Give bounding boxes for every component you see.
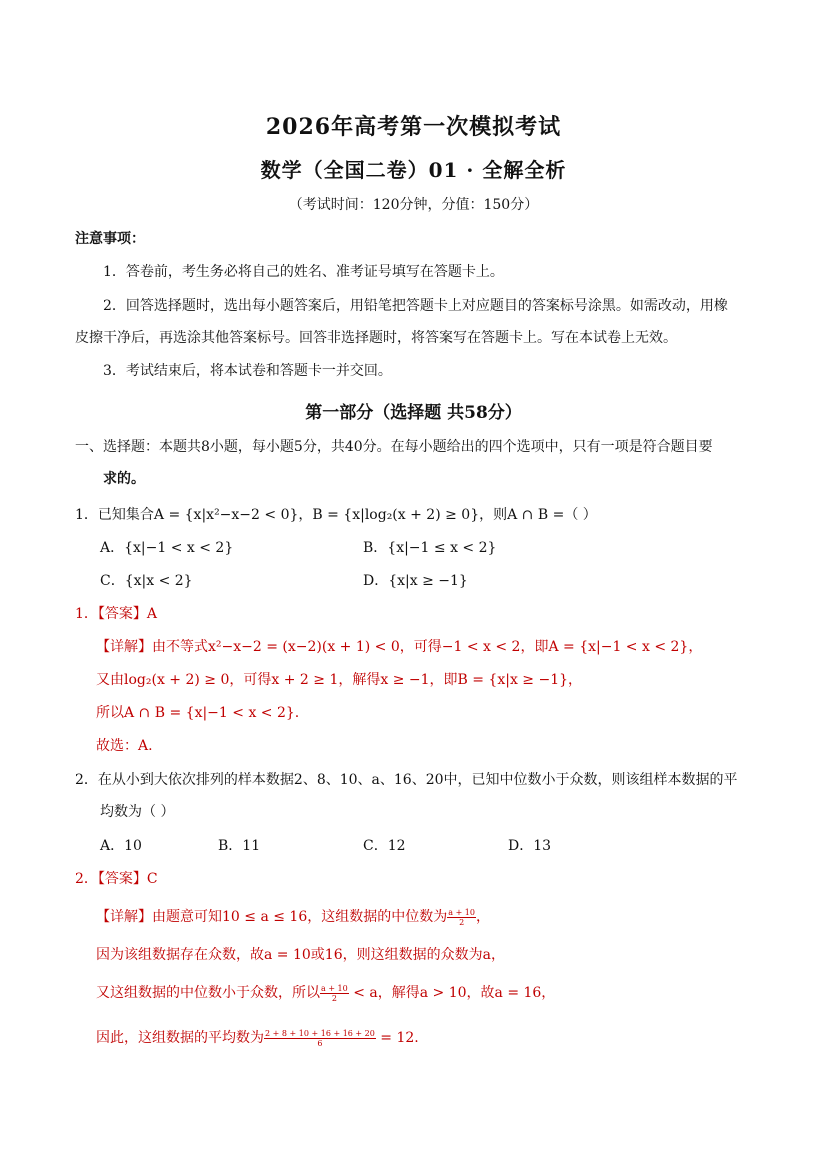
q1-option-a: A．{x|−1 < x < 2}: [100, 540, 234, 556]
q2-detail-line4-end: = 12.: [375, 1030, 419, 1046]
notes-heading: 注意事项：: [75, 231, 145, 247]
note-item-2-cont: 皮擦干净后，再选涂其他答案标号。回答非选择题时，将答案写在答题卡上。写在本试卷上无效。: [75, 330, 677, 346]
mean-fraction-num: 2 + 8 + 10 + 16 + 16 + 20: [265, 1028, 375, 1038]
q2-detail-line4: [96, 1028, 419, 1048]
median-fraction-2-den: 2: [331, 993, 337, 1003]
note-item-1: 1．答卷前，考生务必将自己的姓名、准考证号填写在答题卡上。: [103, 264, 504, 280]
q1-detail-line2: 又由log₂(x + 2) ≥ 0，可得x + 2 ≥ 1，解得x ≥ −1，即B = {x|x ≥ −1}，: [96, 672, 583, 688]
q1-detail-line4: 故选：A.: [96, 738, 153, 754]
q2-option-b: B．11: [218, 838, 261, 854]
q2-detail-line3-end: < a，解得a > 10，故a = 16，: [348, 985, 556, 1001]
part1-instructions-line1: 一、选择题：本题共8小题，每小题5分，共40分。在每小题给出的四个选项中，只有一项是符合题目要: [75, 439, 713, 455]
page-subtitle: 数学（全国二卷）01 · 全解全析: [260, 158, 567, 182]
q1-detail-line1: 【详解】由不等式x²−x−2 = (x−2)(x + 1) < 0，可得−1 < x < 2，即A = {x|−1 < x < 2}，: [96, 639, 703, 655]
q2-detail-line3: [96, 983, 555, 1003]
median-fraction-den: 2: [459, 917, 465, 927]
note-item-2: 2．回答选择题时，选出每小题答案后，用铅笔把答题卡上对应题目的答案标号涂黑。如需改动，用橡: [103, 298, 728, 314]
mean-fraction-den: 6: [317, 1038, 323, 1048]
q2-detail-line2: 因为该组数据存在众数，故a = 10或16，则这组数据的众数为a，: [96, 947, 505, 963]
q2-option-d: D．13: [508, 838, 552, 854]
q2-option-a: A．10: [100, 838, 142, 854]
q2-detail-line1: [96, 907, 490, 927]
q1-option-c: C．{x|x < 2}: [100, 573, 193, 589]
exam-info: （考试时间：120分钟，分值：150分）: [288, 197, 539, 213]
q2-answer: 2．【答案】C: [75, 871, 158, 887]
q1-option-d: D．{x|x ≥ −1}: [363, 573, 468, 589]
q2-detail-line1-text: 【详解】由题意可知10 ≤ a ≤ 16，这组数据的中位数为: [96, 909, 448, 925]
q1-answer: 1．【答案】A: [75, 606, 158, 622]
q2-detail-line1-end: ，: [476, 909, 490, 925]
part1-instructions-line2: 求的。: [103, 471, 145, 487]
median-fraction-2: [320, 984, 349, 1003]
median-fraction-num: a + 10: [448, 907, 475, 917]
q2-option-c: C．12: [363, 838, 406, 854]
q1-detail-line3: 所以A ∩ B = {x|−1 < x < 2}.: [96, 705, 300, 721]
note-item-3: 3．考试结束后，将本试卷和答题卡一并交回。: [103, 363, 392, 379]
part1-title: 第一部分（选择题 共58分）: [305, 403, 522, 423]
q2-detail-line4-text: 因此，这组数据的平均数为: [96, 1030, 264, 1046]
q1-option-b: B．{x|−1 ≤ x < 2}: [363, 540, 497, 556]
median-fraction: [447, 908, 476, 927]
mean-fraction: [264, 1029, 376, 1048]
q2-stem-line2: 均数为（ ）: [100, 804, 175, 820]
median-fraction-2-num: a + 10: [321, 983, 348, 993]
q1-stem: 1．已知集合A = {x|x²−x−2 < 0}，B = {x|log₂(x + 2) ≥ 0}，则A ∩ B =（ ）: [75, 507, 597, 523]
q2-detail-line3-text: 又这组数据的中位数小于众数，所以: [96, 985, 320, 1001]
page-title: 2026年高考第一次模拟考试: [265, 114, 562, 140]
q2-stem-line1: 2．在从小到大依次排列的样本数据2、8、10、a、16、20中，已知中位数小于众数，则该组样本数据的平: [75, 772, 738, 788]
